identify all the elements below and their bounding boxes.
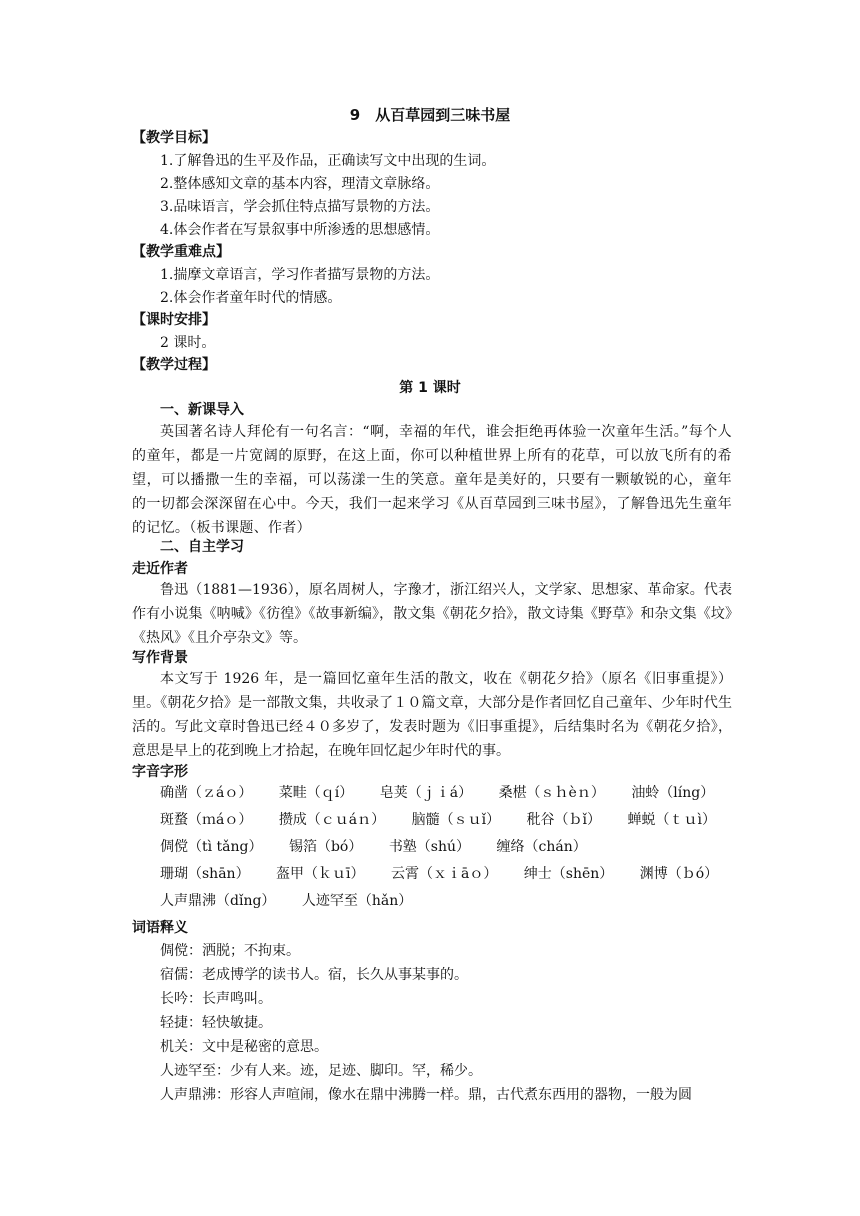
objective-item: 3.品味语言，学会抓住特点描写景物的方法。 (160, 199, 440, 215)
process-heading: 【教学过程】 (132, 357, 216, 373)
self-study-heading: 二、自主学习 (160, 539, 244, 555)
vocab-item: 倜傥：洒脱；不拘束。 (160, 943, 300, 959)
pronunciation-row (160, 810, 738, 830)
pronunciation-row (160, 864, 740, 884)
objective-item: 1.了解鲁迅的生平及作品，正确读写文中出现的生词。 (160, 153, 496, 169)
vocab-item: 机关：文中是秘密的意思。 (160, 1039, 328, 1055)
pronunciation-entry: 攒成（ｃｕáｎ） (278, 812, 386, 828)
pronunciation-entry: 桑椹（ｓｈèｎ） (498, 785, 605, 801)
vocab-item: 长吟：长声鸣叫。 (160, 991, 272, 1007)
author-heading: 走近作者 (132, 561, 188, 577)
objective-item: 4.体会作者在写景叙事中所渗透的思想感情。 (160, 222, 440, 238)
pronunciation-entry: 绅士（shēn） (523, 866, 614, 882)
vocab-item: 人声鼎沸：形容人声喧闹，像水在鼎中沸腾一样。鼎，古代煮东西用的器物，一般为圆 (160, 1087, 692, 1103)
lesson-title: 第 1 课时 (399, 380, 461, 396)
pronunciation-entry: 菜畦（ｑí） (278, 785, 354, 801)
vocab-heading: 词语释义 (132, 920, 188, 936)
vocab-item: 宿儒：老成博学的读书人。宿，长久从事某事的。 (160, 967, 468, 983)
pronunciation-entry: 缠络（chán） (496, 839, 587, 855)
pronunciation-entry: 人迹罕至（hǎn） (301, 893, 413, 909)
pronunciation-entry: 油蛉（líng） (631, 785, 715, 801)
pronunciation-entry: 倜傥（tì tǎng） (160, 839, 263, 855)
vocab-item: 人迹罕至：少有人来。迹，足迹、脚印。罕，稀少。 (160, 1063, 482, 1079)
pronunciation-entry: 珊瑚（shān） (160, 866, 250, 882)
pronunciation-entry: 书塾（shú） (388, 839, 471, 855)
intro-heading: 一、新课导入 (160, 402, 244, 418)
pronunciation-entry: 渊博（ｂó） (639, 866, 719, 882)
schedule-heading: 【课时安排】 (132, 312, 216, 328)
pronunciation-row (160, 783, 736, 803)
key-point-item: 1.揣摩文章语言，学习作者描写景物的方法。 (160, 267, 440, 283)
pronunciation-entry: 脑髓（ｓｕǐ） (411, 812, 501, 828)
intro-paragraph: 英国著名诗人拜伦有一句名言：“啊，幸福的年代，谁会拒绝再体验一次童年生活。”每个人的童年，都是一片宽阔的原野，在这上面，你可以种植世界上所有的花草，可以放飞所有的希望，可以播撒一生的幸福，可以荡漾一生的笑意。童年是美好的，只要有一颗敏锐的心，童年的一切都会深深留在心中。今天，我们一起来学习《从百草园到三味书屋》，了解鲁迅先生童年的记忆。（板书课题、作者） (132, 424, 732, 536)
pronunciation-heading: 字音字形 (132, 764, 188, 780)
background-heading: 写作背景 (132, 650, 188, 666)
pronunciation-entry: 蝉蜕（ｔｕì） (627, 812, 716, 828)
pronunciation-entry: 锡箔（bó） (288, 839, 363, 855)
document-title: 9 从百草园到三味书屋 (349, 106, 511, 124)
schedule-text: 2 课时。 (160, 335, 216, 351)
pronunciation-entry: 人声鼎沸（dǐng） (160, 893, 276, 909)
pronunciation-entry: 确凿（ｚáｏ） (160, 785, 253, 801)
background-paragraph: 本文写于 1926 年，是一篇回忆童年生活的散文，收在《朝花夕拾》（原名《旧事重提》）里。《朝花夕拾》是一部散文集，共收录了１０篇文章，大部分是作者回忆自己童年、少年时代生活的。写此文章时鲁迅已经４０多岁了，发表时题为《旧事重提》，后结集时名为《朝花夕拾》，意思是早上的花到晚上才拾起，在晚年回忆起少年时代的事。 (132, 671, 732, 759)
pronunciation-entry: 皂荚（ｊｉá） (379, 785, 473, 801)
vocab-item: 轻捷：轻快敏捷。 (160, 1015, 272, 1031)
pronunciation-entry: 秕谷（ｂǐ） (526, 812, 602, 828)
pronunciation-entry: 云霄（ｘｉāｏ） (390, 866, 498, 882)
pronunciation-row (160, 837, 609, 857)
objective-item: 2.整体感知文章的基本内容，理清文章脉络。 (160, 176, 440, 192)
pronunciation-row (160, 891, 434, 911)
pronunciation-entry: 盔甲（ｋｕī） (276, 866, 365, 882)
author-paragraph: 鲁迅（1881—1936），原名周树人，字豫才，浙江绍兴人，文学家、思想家、革命家。代表作有小说集《呐喊》《彷徨》《故事新编》，散文集《朝花夕拾》，散文诗集《野草》和杂文集《坟》《热风》《且介亭杂文》等。 (132, 582, 732, 646)
objectives-heading: 【教学目标】 (132, 130, 216, 146)
pronunciation-entry: 斑蝥（ｍáｏ） (160, 812, 253, 828)
key-point-item: 2.体会作者童年时代的情感。 (160, 290, 342, 306)
key-points-heading: 【教学重难点】 (132, 244, 230, 260)
